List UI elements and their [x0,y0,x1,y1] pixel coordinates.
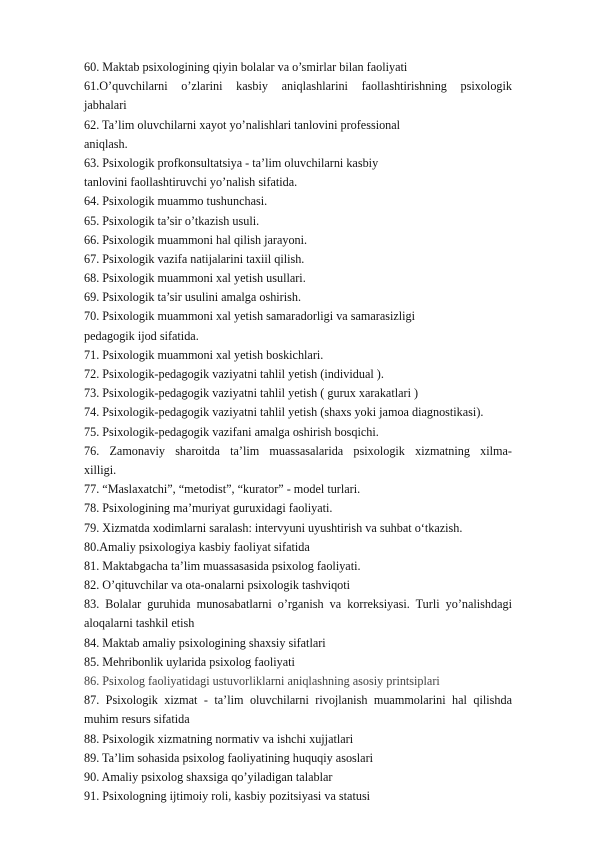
list-item: 75. Psixologik-pedagogik vazifani amalga oshirish bosqichi. [84,424,379,439]
list-item-continuation: aloqalarni tashkil etish [84,616,195,631]
list-item-continuation: muhim resurs sifatida [84,712,190,727]
list-item: 66. Psixologik muammoni hal qilish jarayoni. [84,232,308,247]
list-item: 60. Maktab psixologining qiyin bolalar va o’smirlar bilan faoliyati [84,60,408,74]
list-item: 86. Psixolog faoliyatidagi ustuvorliklarni aniqlashning asosiy printsiplari [84,674,440,688]
list-item-continuation: jabhalari [84,98,127,113]
list-item: 71. Psixologik muammoni xal yetish boskichlari. [84,347,324,362]
list-item: 87. Psixologik xizmat - ta’lim oluvchilarni rivojlanish muammolarini hal qilishda [84,693,512,708]
list-item: 76. Zamonaviy sharoitda ta’lim muassasalarida psixologik xizmatning xilma- [84,443,512,458]
list-item: 81. Maktabgacha ta’lim muassasasida psixolog faoliyati. [84,558,361,573]
list-item: 73. Psixologik-pedagogik vaziyatni tahlil yetish ( gurux xarakatlari ) [84,386,419,401]
list-item: 78. Psixologining ma’muriyat guruxidagi faoliyati. [84,501,333,516]
list-item: 83. Bolalar guruhida munosabatlarni o’rganish va korreksiyasi. Turli yo’nalishdagi [84,597,512,612]
list-item: 65. Psixologik ta’sir o’tkazish usuli. [84,213,260,228]
list-item: 63. Psixologik profkonsultatsiya - ta’lim oluvchilarni kasbiy [84,155,379,170]
list-item: 91. Psixologning ijtimoiy roli, kasbiy pozitsiyasi va statusi [84,789,371,804]
list-item: 88. Psixologik xizmatning normativ va ishchi xujjatlari [84,731,354,746]
list-item: 62. Ta’lim oluvchilarni xayot yo’nalishlari tanlovini professional [84,117,401,132]
list-item-continuation: tanlovini faollashtiruvchi yo’nalish sifatida. [84,175,298,190]
list-item: 90. Amaliy psixolog shaxsiga qo’yiladigan talablar [84,769,333,784]
list-item: 72. Psixologik-pedagogik vaziyatni tahlil yetish (individual ). [84,367,384,381]
list-item: 69. Psixologik ta’sir usulini amalga oshirish. [84,290,301,305]
list-item: 64. Psixologik muammo tushunchasi. [84,194,268,209]
list-item: 84. Maktab amaliy psixologining shaxsiy sifatlari [84,635,326,650]
list-item: 79. Xizmatda xodimlarni saralash: intervyuni uyushtirish va suhbat o‘tkazish. [84,520,463,535]
list-item: 89. Ta’lim sohasida psixolog faoliyatining huquqiy asoslari [84,750,374,765]
list-item-continuation: pedagogik ijod sifatida. [84,328,199,343]
list-item: 74. Psixologik-pedagogik vaziyatni tahlil yetish (shaxs yoki jamoa diagnostikasi). [84,405,484,420]
question-list [84,58,512,806]
list-item: 80.Amaliy psixologiya kasbiy faoliyat sifatida [84,539,310,554]
list-item: 85. Mehribonlik uylarida psixolog faoliyati [84,654,295,669]
list-item: 61.O’quvchilarni o’zlarini kasbiy aniqlashlarini faollashtirishning psixologik [84,79,512,94]
list-item: 70. Psixologik muammoni xal yetish samaradorligi va samarasizligi [84,309,416,324]
list-item: 82. O’qituvchilar va ota-onalarni psixologik tashviqoti [84,578,351,593]
list-item-continuation: xilligi. [84,462,117,477]
list-item-continuation: aniqlash. [84,136,128,151]
list-item: 77. “Maslaxatchi”, “metodist”, “kurator” - model turlari. [84,482,361,497]
list-item: 67. Psixologik vazifa natijalarini taxiil qilish. [84,251,305,266]
list-item: 68. Psixologik muammoni xal yetish usullari. [84,271,306,286]
